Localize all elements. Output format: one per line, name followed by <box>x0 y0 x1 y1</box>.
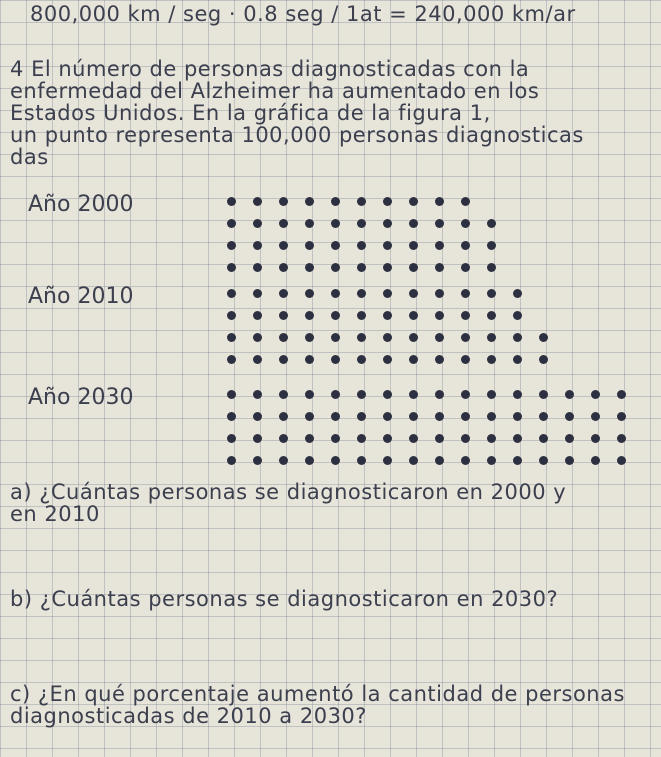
data-dot <box>357 197 366 206</box>
data-dot <box>409 434 418 443</box>
dot-row <box>218 234 504 256</box>
data-dot <box>331 390 340 399</box>
data-dot <box>513 333 522 342</box>
data-dot <box>305 289 314 298</box>
data-dot <box>565 456 574 465</box>
data-dot <box>539 390 548 399</box>
data-dot <box>227 263 236 272</box>
data-dot <box>331 355 340 364</box>
data-dot <box>305 197 314 206</box>
dot-row <box>218 449 634 471</box>
data-dot <box>383 311 392 320</box>
data-dot <box>461 289 470 298</box>
data-dot <box>435 333 444 342</box>
problem-intro-line-3: Estados Unidos. En la gráfica de la figura 1, <box>10 101 491 125</box>
problem-text: El número de personas diagnosticadas con la <box>31 57 530 81</box>
data-dot <box>435 219 444 228</box>
data-dot <box>461 263 470 272</box>
data-dot <box>539 412 548 421</box>
data-dot <box>539 333 548 342</box>
data-dot <box>409 311 418 320</box>
data-dot <box>383 289 392 298</box>
data-dot <box>461 434 470 443</box>
data-dot <box>279 311 288 320</box>
data-dot <box>305 434 314 443</box>
data-dot <box>513 311 522 320</box>
data-dot <box>357 412 366 421</box>
data-dot <box>383 333 392 342</box>
data-dot <box>487 219 496 228</box>
data-dot <box>565 412 574 421</box>
data-dot <box>487 311 496 320</box>
data-dot <box>409 333 418 342</box>
data-dot <box>565 390 574 399</box>
data-dot <box>461 390 470 399</box>
data-dot <box>591 412 600 421</box>
data-dot <box>487 355 496 364</box>
data-dot <box>409 390 418 399</box>
data-dot <box>279 241 288 250</box>
data-dot <box>617 434 626 443</box>
data-dot <box>409 263 418 272</box>
question-a-line-1: a) ¿Cuántas personas se diagnosticaron en 2000 y <box>10 480 567 504</box>
data-dot <box>383 456 392 465</box>
data-dot <box>513 456 522 465</box>
data-dot <box>383 241 392 250</box>
data-dot <box>227 355 236 364</box>
data-dot <box>305 311 314 320</box>
dot-row <box>218 383 634 405</box>
data-dot <box>357 263 366 272</box>
data-dot <box>461 412 470 421</box>
data-dot <box>591 390 600 399</box>
data-dot <box>409 241 418 250</box>
data-dot <box>253 434 262 443</box>
data-dot <box>435 434 444 443</box>
data-dot <box>279 289 288 298</box>
data-dot <box>539 434 548 443</box>
data-dot <box>331 219 340 228</box>
data-dot <box>591 434 600 443</box>
data-dot <box>279 412 288 421</box>
data-dot <box>279 434 288 443</box>
problem-number: 4 <box>10 57 24 81</box>
data-dot <box>617 390 626 399</box>
data-dot <box>383 219 392 228</box>
data-dot <box>305 219 314 228</box>
data-dot <box>383 263 392 272</box>
data-dot <box>539 355 548 364</box>
data-dot <box>383 355 392 364</box>
data-dot <box>487 333 496 342</box>
data-dot <box>305 390 314 399</box>
dot-row <box>218 190 504 212</box>
data-dot <box>279 219 288 228</box>
year-label-2030: Año 2030 <box>28 385 134 410</box>
data-dot <box>487 263 496 272</box>
data-dot <box>331 333 340 342</box>
data-dot <box>435 456 444 465</box>
data-dot <box>513 355 522 364</box>
data-dot <box>357 311 366 320</box>
data-dot <box>279 355 288 364</box>
data-dot <box>617 412 626 421</box>
data-dot <box>253 412 262 421</box>
data-dot <box>331 197 340 206</box>
data-dot <box>461 241 470 250</box>
dot-row <box>218 304 556 326</box>
question-c-line-2: diagnosticadas de 2010 a 2030? <box>10 704 367 728</box>
data-dot <box>409 219 418 228</box>
data-dot <box>227 289 236 298</box>
data-dot <box>305 456 314 465</box>
data-dot <box>565 434 574 443</box>
data-dot <box>331 311 340 320</box>
data-dot <box>331 241 340 250</box>
problem-intro-line-1 <box>10 57 529 81</box>
data-dot <box>487 434 496 443</box>
year-label-2010: Año 2010 <box>28 284 134 309</box>
data-dot <box>253 197 262 206</box>
data-dot <box>279 197 288 206</box>
data-dot <box>279 456 288 465</box>
dot-row <box>218 282 556 304</box>
data-dot <box>331 263 340 272</box>
data-dot <box>253 333 262 342</box>
data-dot <box>409 197 418 206</box>
data-dot <box>383 390 392 399</box>
dot-group-2000 <box>218 190 504 278</box>
data-dot <box>487 456 496 465</box>
data-dot <box>617 456 626 465</box>
data-dot <box>227 311 236 320</box>
data-dot <box>513 289 522 298</box>
data-dot <box>331 289 340 298</box>
data-dot <box>253 311 262 320</box>
data-dot <box>435 355 444 364</box>
problem-intro-line-4: un punto representa 100,000 personas diagnosticas <box>10 123 584 147</box>
data-dot <box>305 263 314 272</box>
data-dot <box>591 456 600 465</box>
data-dot <box>409 412 418 421</box>
data-dot <box>357 456 366 465</box>
data-dot <box>331 434 340 443</box>
data-dot <box>409 456 418 465</box>
data-dot <box>279 333 288 342</box>
dot-row <box>218 326 556 348</box>
data-dot <box>227 412 236 421</box>
dot-row <box>218 348 556 370</box>
data-dot <box>331 412 340 421</box>
data-dot <box>383 197 392 206</box>
data-dot <box>435 263 444 272</box>
data-dot <box>357 390 366 399</box>
data-dot <box>435 412 444 421</box>
data-dot <box>305 355 314 364</box>
data-dot <box>435 289 444 298</box>
data-dot <box>383 434 392 443</box>
data-dot <box>253 390 262 399</box>
data-dot <box>253 219 262 228</box>
data-dot <box>461 311 470 320</box>
data-dot <box>487 241 496 250</box>
data-dot <box>279 390 288 399</box>
data-dot <box>305 412 314 421</box>
data-dot <box>253 456 262 465</box>
question-b-line-1: b) ¿Cuántas personas se diagnosticaron en 2030? <box>10 587 559 611</box>
data-dot <box>461 333 470 342</box>
data-dot <box>227 197 236 206</box>
data-dot <box>409 355 418 364</box>
data-dot <box>305 333 314 342</box>
dot-row <box>218 427 634 449</box>
dot-group-2010 <box>218 282 556 370</box>
data-dot <box>357 434 366 443</box>
data-dot <box>461 355 470 364</box>
dot-row <box>218 405 634 427</box>
data-dot <box>253 289 262 298</box>
data-dot <box>435 241 444 250</box>
data-dot <box>357 289 366 298</box>
data-dot <box>357 219 366 228</box>
data-dot <box>461 456 470 465</box>
dot-group-2030 <box>218 383 634 471</box>
data-dot <box>435 311 444 320</box>
question-a-line-2: en 2010 <box>10 502 100 526</box>
data-dot <box>539 456 548 465</box>
data-dot <box>513 412 522 421</box>
data-dot <box>305 241 314 250</box>
data-dot <box>227 456 236 465</box>
header-note: 800,000 km / seg · 0.8 seg / 1at = 240,000 km/ar <box>30 2 576 26</box>
data-dot <box>487 412 496 421</box>
problem-intro-line-5: das <box>10 145 49 169</box>
data-dot <box>487 289 496 298</box>
data-dot <box>487 390 496 399</box>
data-dot <box>279 263 288 272</box>
data-dot <box>357 241 366 250</box>
dot-row <box>218 256 504 278</box>
data-dot <box>227 333 236 342</box>
data-dot <box>383 412 392 421</box>
problem-intro-line-2: enfermedad del Alzheimer ha aumentado en los <box>10 79 540 103</box>
question-c-line-1: c) ¿En qué porcentaje aumentó la cantidad de personas <box>10 682 625 706</box>
data-dot <box>409 289 418 298</box>
data-dot <box>513 390 522 399</box>
data-dot <box>331 456 340 465</box>
data-dot <box>435 197 444 206</box>
data-dot <box>253 241 262 250</box>
data-dot <box>227 390 236 399</box>
data-dot <box>227 219 236 228</box>
data-dot <box>227 434 236 443</box>
data-dot <box>435 390 444 399</box>
data-dot <box>461 197 470 206</box>
data-dot <box>461 219 470 228</box>
data-dot <box>357 333 366 342</box>
data-dot <box>357 355 366 364</box>
year-label-2000: Año 2000 <box>28 192 134 217</box>
data-dot <box>253 355 262 364</box>
dot-row <box>218 212 504 234</box>
data-dot <box>227 241 236 250</box>
data-dot <box>253 263 262 272</box>
data-dot <box>513 434 522 443</box>
